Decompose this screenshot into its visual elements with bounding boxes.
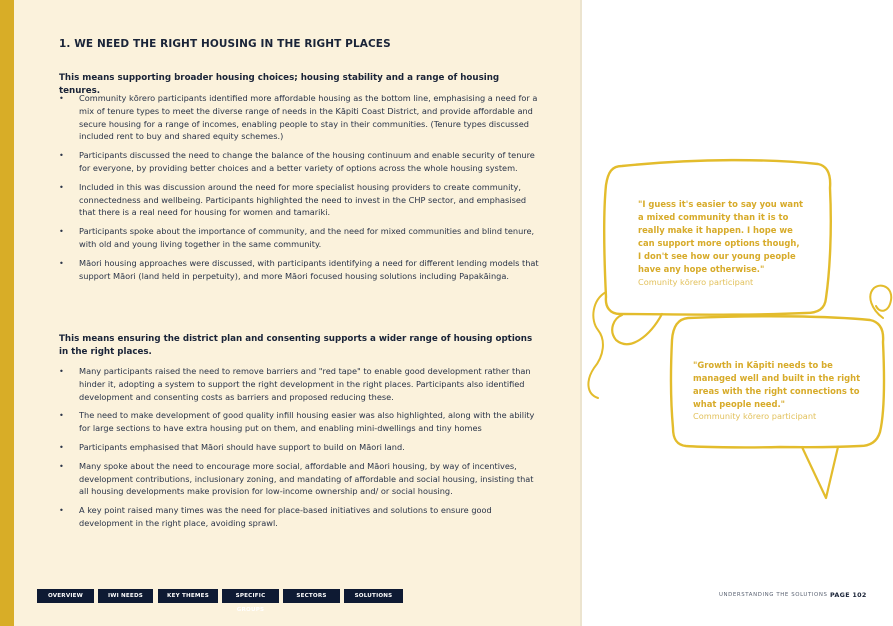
quote-line: "I guess it's easier to say you want — [638, 199, 804, 209]
quote-attribution: Comunity kōrero participant — [638, 277, 754, 287]
list-item: • Community kōrero participants identified more affordable housing as the bottom line, emphasising a need for a mix of tenure types to meet the diverse range of needs in the Kāpiti Coast District, and provide affordable and secure housing for a range of incomes, enabling people to stay in their communities. (Tenure types discussed included rent to buy and shared equity schemes.) — [59, 92, 543, 143]
page-number: PAGE 102 — [830, 591, 867, 599]
speech-bubble-bottom-tail — [802, 447, 838, 498]
list-item: • Many spoke about the need to encourage more social, affordable and Māori housing, by way of incentives, development contributions, inclusionary zoning, and mandating of affordable and social housing, insisting that all housing developments make provision for low-income ownership and/ or social housing. — [59, 460, 543, 498]
list-item: • Participants emphasised that Māori should have support to build on Māori land. — [59, 441, 543, 454]
list-item: • A key point raised many times was the need for place-based initiatives and solutions to ensure good development in the right place, avoiding sprawl. — [59, 504, 543, 530]
quote-line: can support more options though, — [638, 238, 800, 248]
speech-bubble-top-tail — [612, 314, 662, 344]
decorative-squiggle-left — [588, 292, 606, 398]
tab-sectors[interactable]: SECTORS — [283, 589, 340, 603]
block2-subheading: This means ensuring the district plan and consenting supports a wider range of housing options in the right places. — [59, 334, 533, 357]
quote-line: I don't see how our young people — [638, 251, 796, 261]
footer-section-label: UNDERSTANDING THE SOLUTIONS — [719, 592, 828, 598]
tab-key-themes[interactable]: KEY THEMES — [158, 589, 218, 603]
tab-specific-groups[interactable]: SPECIFIC GROUPS — [222, 589, 279, 603]
quote-line: a mixed community than it is to — [638, 212, 789, 222]
list-item: • The need to make development of good quality infill housing easier was also highlighted, along with the ability for large sections to have extra housing put on them, and enabling mini-dwellings and tiny homes — [59, 409, 543, 435]
quote-line: "Growth in Kāpiti needs to be — [693, 360, 833, 370]
list-item: • Māori housing approaches were discussed, with participants identifying a need for different lending models that support Māori (land held in perpetuity), and more Māori focused housing solutions including Papakāinga. — [59, 257, 543, 283]
quote-line: what people need." — [693, 399, 786, 409]
tab-solutions[interactable]: SOLUTIONS — [344, 589, 403, 603]
tab-overview[interactable]: OVERVIEW — [37, 589, 94, 603]
quote-line: areas with the right connections to — [693, 386, 860, 396]
tab-iwi-needs[interactable]: IWI NEEDS — [98, 589, 153, 603]
decorative-squiggle-right — [870, 286, 891, 318]
quote-line: managed well and built in the right — [693, 373, 861, 383]
quote-line: really make it happen. I hope we — [638, 225, 793, 235]
list-item: • Participants spoke about the importance of community, and the need for mixed communities and blind tenure, with old and young living together in the same community. — [59, 225, 543, 251]
list-item: • Included in this was discussion around the need for more specialist housing providers to create community, connectedness and wellbeing. Participants highlighted the need to invest in the CHP sector, and emphasised that there is a real need for housing for women and tamariki. — [59, 181, 543, 219]
quote-attribution: Community kōrero participant — [693, 411, 817, 421]
block1-subheading: This means supporting broader housing choices; housing stability and a range of housing tenures. — [59, 73, 500, 96]
quote-line: have any hope otherwise." — [638, 264, 765, 274]
section-heading: 1. WE NEED THE RIGHT HOUSING IN THE RIGHT PLACES — [59, 38, 391, 50]
list-item: • Participants discussed the need to change the balance of the housing continuum and enable security of tenure for everyone, by providing better choices and a better variety of options across the whole housing system. — [59, 149, 543, 175]
list-item: • Many participants raised the need to remove barriers and "red tape" to enable good development rather than hinder it, adopting a system to support the right development in the right places. Participants also identified development and consenting costs as barriers and proposed reducing these. — [59, 365, 543, 403]
